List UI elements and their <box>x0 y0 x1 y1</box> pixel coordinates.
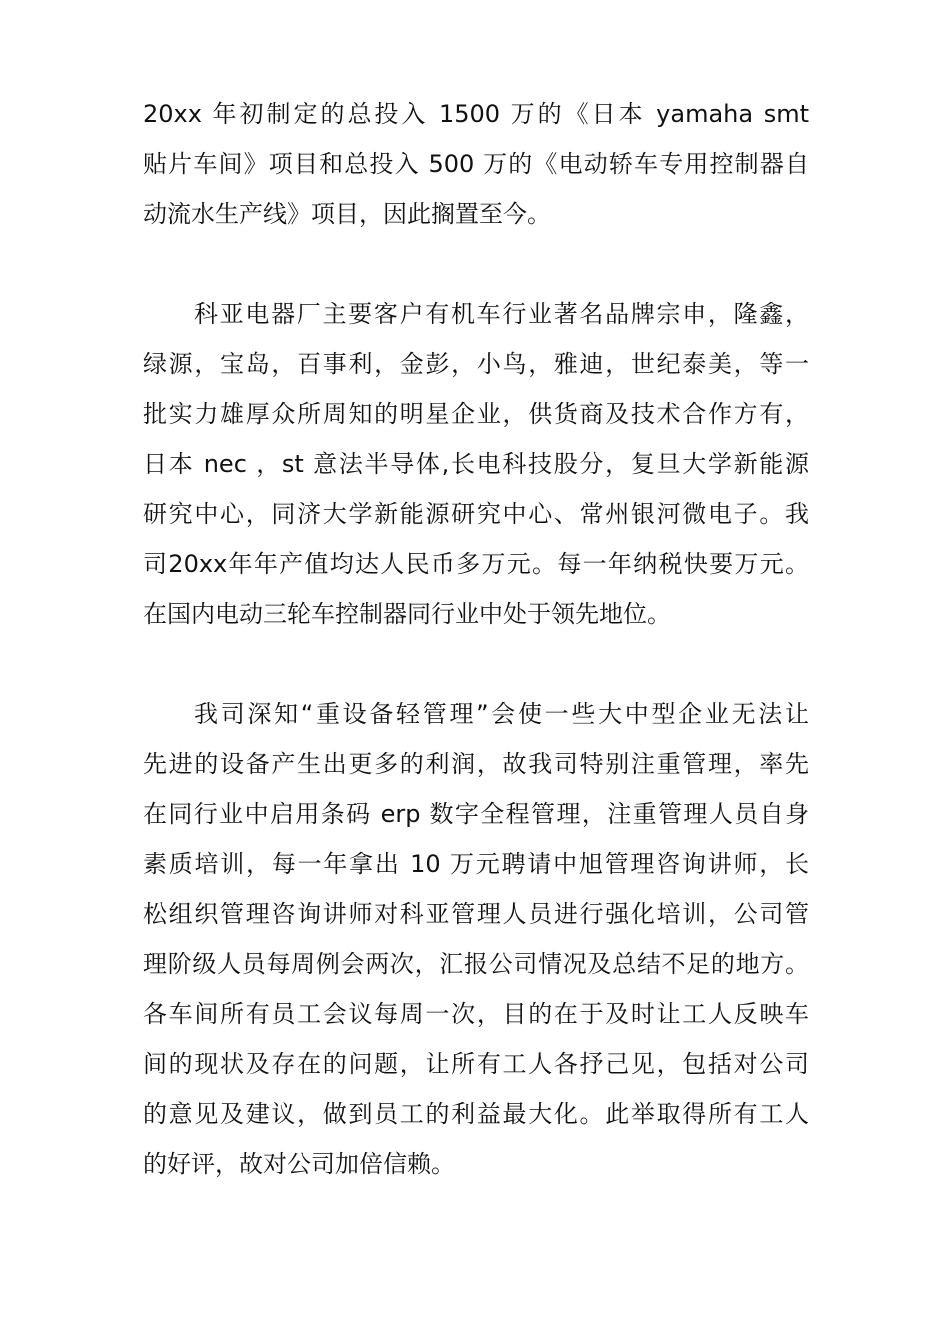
paragraph-line: 贴片车间》项目和总投入 500 万的《电动轿车专用控制器自 <box>143 150 809 178</box>
paragraph-line: 的好评，故对公司加倍信赖。 <box>143 1150 455 1178</box>
paragraph-line: 间的现状及存在的问题，让所有工人各抒己见，包括对公司 <box>143 1050 809 1078</box>
paragraph-line: 各车间所有员工会议每周一次，目的在于及时让工人反映车 <box>143 1000 809 1028</box>
paragraph-line: 动流水生产线》项目，因此搁置至今。 <box>143 200 551 228</box>
paragraph-line: 在国内电动三轮车控制器同行业中处于领先地位。 <box>143 600 671 628</box>
paragraph-line: 批实力雄厚众所周知的明星企业，供货商及技术合作方有， <box>143 400 809 428</box>
paragraph-3 <box>143 689 809 1189</box>
paragraph-line: 绿源，宝岛，百事利，金彭，小鸟，雅迪，世纪泰美，等一 <box>143 350 809 378</box>
paragraph-line: 松组织管理咨询讲师对科亚管理人员进行强化培训，公司管 <box>143 900 809 928</box>
paragraph-line: 科亚电器厂主要客户有机车行业著名品牌宗申，隆鑫， <box>194 300 809 328</box>
paragraph-line: 理阶级人员每周例会两次，汇报公司情况及总结不足的地方。 <box>143 950 809 978</box>
paragraph-line: 我司深知“重设备轻管理”会使一些大中型企业无法让 <box>194 700 809 728</box>
paragraph-2 <box>143 289 809 639</box>
paragraph-line: 20xx 年初制定的总投入 1500 万的《日本 yamaha smt <box>143 100 809 128</box>
paragraph-line: 司20xx年年产值均达人民币多万元。每一年纳税快要万元。 <box>143 550 809 578</box>
paragraph-1 <box>143 89 809 239</box>
paragraph-line: 日本 nec ，st 意法半导体,长电科技股分，复旦大学新能源 <box>143 450 809 478</box>
paragraph-line: 在同行业中启用条码 erp 数字全程管理，注重管理人员自身 <box>143 800 809 828</box>
paragraph-line: 研究中心，同济大学新能源研究中心、常州银河微电子。我 <box>143 500 809 528</box>
paragraph-line: 的意见及建议，做到员工的利益最大化。此举取得所有工人 <box>143 1100 809 1128</box>
paragraph-line: 素质培训，每一年拿出 10 万元聘请中旭管理咨询讲师，长 <box>143 850 809 878</box>
paragraph-line: 先进的设备产生出更多的利润，故我司特别注重管理，率先 <box>143 750 809 778</box>
